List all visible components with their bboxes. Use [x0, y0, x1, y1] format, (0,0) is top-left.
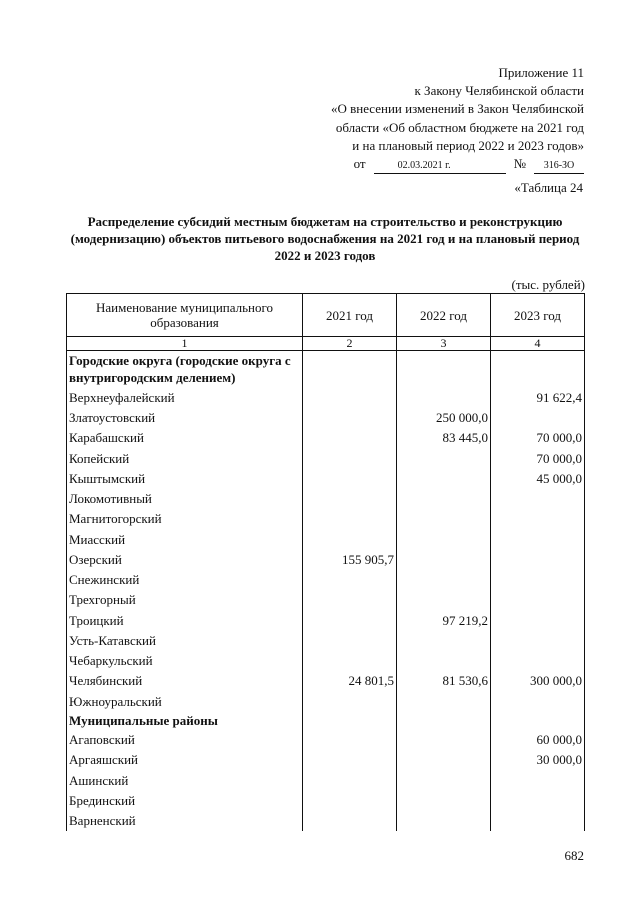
header-2021: 2021 год	[303, 294, 397, 337]
subsidy-table	[66, 293, 585, 831]
value-2023-cell	[491, 610, 585, 630]
value-2022-cell	[397, 810, 491, 831]
value-2022-cell	[397, 790, 491, 810]
value-2021-cell	[303, 428, 397, 448]
table-row	[67, 448, 585, 468]
table-row	[67, 671, 585, 691]
value-2023-cell	[491, 509, 585, 529]
table-row	[67, 610, 585, 630]
value-2023-cell: 60 000,0	[491, 729, 585, 749]
municipality-cell: Агаповский	[67, 729, 303, 749]
appendix-line: области «Об областном бюджете на 2021 год	[335, 119, 584, 135]
value-2021-cell	[303, 770, 397, 790]
value-2021-cell: 155 905,7	[303, 549, 397, 569]
value-2023-cell: 91 622,4	[491, 387, 585, 407]
table-row	[67, 570, 585, 590]
column-number: 3	[397, 337, 491, 351]
municipality-cell: Верхнеуфалейский	[67, 387, 303, 407]
municipality-cell: Карабашский	[67, 428, 303, 448]
value-2021-cell	[303, 529, 397, 549]
value-2021-cell	[303, 750, 397, 770]
table-row	[67, 711, 585, 729]
value-2022-cell	[397, 351, 491, 388]
value-2022-cell	[397, 509, 491, 529]
municipality-cell: Снежинский	[67, 570, 303, 590]
column-number: 4	[491, 337, 585, 351]
units-label: (тыс. рублей)	[511, 277, 585, 292]
value-2023-cell	[491, 630, 585, 650]
municipality-cell: Локомотивный	[67, 489, 303, 509]
column-number: 1	[67, 337, 303, 351]
appendix-line: и на плановый период 2022 и 2023 годов»	[352, 137, 584, 153]
municipality-cell: Южноуральский	[67, 691, 303, 711]
value-2022-cell	[397, 468, 491, 488]
municipality-cell: Копейский	[67, 448, 303, 468]
number-label: №	[513, 156, 526, 172]
table-row	[67, 351, 585, 388]
value-2023-cell	[491, 770, 585, 790]
value-2021-cell	[303, 630, 397, 650]
value-2023-cell	[491, 691, 585, 711]
value-2021-cell	[303, 691, 397, 711]
header-2022: 2022 год	[397, 294, 491, 337]
table-row	[67, 790, 585, 810]
table-row	[67, 729, 585, 749]
law-signature-line	[284, 155, 584, 174]
value-2022-cell: 81 530,6	[397, 671, 491, 691]
value-2021-cell	[303, 387, 397, 407]
value-2023-cell	[491, 651, 585, 671]
municipality-cell: Магнитогорский	[67, 509, 303, 529]
value-2021-cell	[303, 610, 397, 630]
municipality-cell: Кыштымский	[67, 468, 303, 488]
page-number: 682	[564, 848, 584, 863]
value-2022-cell	[397, 750, 491, 770]
municipality-cell: Варненский	[67, 810, 303, 831]
value-2021-cell	[303, 651, 397, 671]
document-title: Распределение субсидий местным бюджетам на строительство и реконструкцию (модернизацию) объектов питьевого водоснабжения на 2021 год и на плановый период 2022 и 2023 годов	[70, 214, 580, 263]
value-2021-cell	[303, 448, 397, 468]
value-2021-cell	[303, 509, 397, 529]
header-municipality: Наименование муниципального образования	[67, 294, 303, 337]
law-date: 02.03.2021 г.	[374, 159, 506, 174]
appendix-line: «О внесении изменений в Закон Челябинской	[330, 101, 584, 117]
municipality-cell: Муниципальные районы	[67, 711, 303, 729]
table-row	[67, 549, 585, 569]
table-body	[67, 351, 585, 832]
value-2021-cell	[303, 468, 397, 488]
municipality-cell: Троицкий	[67, 610, 303, 630]
table-row	[67, 408, 585, 428]
column-number: 2	[303, 337, 397, 351]
value-2023-cell	[491, 529, 585, 549]
value-2023-cell	[491, 489, 585, 509]
municipality-cell: Чебаркульский	[67, 651, 303, 671]
value-2023-cell	[491, 790, 585, 810]
value-2023-cell: 45 000,0	[491, 468, 585, 488]
table-row	[67, 750, 585, 770]
value-2021-cell	[303, 590, 397, 610]
value-2022-cell	[397, 529, 491, 549]
value-2022-cell	[397, 729, 491, 749]
table-row	[67, 651, 585, 671]
municipality-cell: Аргаяшский	[67, 750, 303, 770]
municipality-cell: Миасский	[67, 529, 303, 549]
value-2023-cell	[491, 711, 585, 729]
value-2021-cell	[303, 711, 397, 729]
table-row	[67, 489, 585, 509]
value-2021-cell	[303, 790, 397, 810]
value-2023-cell	[491, 549, 585, 569]
value-2022-cell: 83 445,0	[397, 428, 491, 448]
value-2022-cell	[397, 590, 491, 610]
value-2023-cell	[491, 408, 585, 428]
value-2021-cell	[303, 351, 397, 388]
value-2023-cell	[491, 590, 585, 610]
value-2023-cell: 300 000,0	[491, 671, 585, 691]
table-row	[67, 770, 585, 790]
table-row	[67, 468, 585, 488]
value-2022-cell	[397, 630, 491, 650]
table-row	[67, 810, 585, 831]
value-2023-cell: 30 000,0	[491, 750, 585, 770]
table-row	[67, 590, 585, 610]
value-2022-cell: 250 000,0	[397, 408, 491, 428]
value-2022-cell	[397, 489, 491, 509]
value-2021-cell: 24 801,5	[303, 671, 397, 691]
value-2022-cell	[397, 711, 491, 729]
value-2022-cell	[397, 549, 491, 569]
value-2023-cell: 70 000,0	[491, 428, 585, 448]
value-2022-cell	[397, 770, 491, 790]
municipality-cell: Челябинский	[67, 671, 303, 691]
value-2022-cell	[397, 387, 491, 407]
value-2023-cell	[491, 351, 585, 388]
value-2021-cell	[303, 810, 397, 831]
from-label: от	[353, 156, 366, 172]
value-2022-cell	[397, 651, 491, 671]
municipality-cell: Брединский	[67, 790, 303, 810]
table-row	[67, 428, 585, 448]
header-2023: 2023 год	[491, 294, 585, 337]
value-2021-cell	[303, 408, 397, 428]
municipality-cell: Ашинский	[67, 770, 303, 790]
municipality-cell: Трехгорный	[67, 590, 303, 610]
value-2022-cell: 97 219,2	[397, 610, 491, 630]
municipality-cell: Озерский	[67, 549, 303, 569]
value-2022-cell	[397, 691, 491, 711]
municipality-cell: Городские округа (городские округа с внутригородским делением)	[67, 351, 303, 388]
value-2021-cell	[303, 729, 397, 749]
value-2023-cell	[491, 810, 585, 831]
table-row	[67, 387, 585, 407]
table-row	[67, 529, 585, 549]
municipality-cell: Усть-Катавский	[67, 630, 303, 650]
table-row	[67, 691, 585, 711]
table-row	[67, 630, 585, 650]
table-row	[67, 509, 585, 529]
value-2022-cell	[397, 570, 491, 590]
value-2021-cell	[303, 489, 397, 509]
appendix-block	[284, 64, 584, 174]
value-2021-cell	[303, 570, 397, 590]
law-number: 316-ЗО	[534, 159, 584, 174]
appendix-line: Приложение 11	[498, 65, 584, 80]
table-reference: «Таблица 24	[514, 180, 583, 195]
value-2022-cell	[397, 448, 491, 468]
value-2023-cell	[491, 570, 585, 590]
value-2023-cell: 70 000,0	[491, 448, 585, 468]
municipality-cell: Златоустовский	[67, 408, 303, 428]
appendix-line: к Закону Челябинской области	[414, 83, 584, 99]
